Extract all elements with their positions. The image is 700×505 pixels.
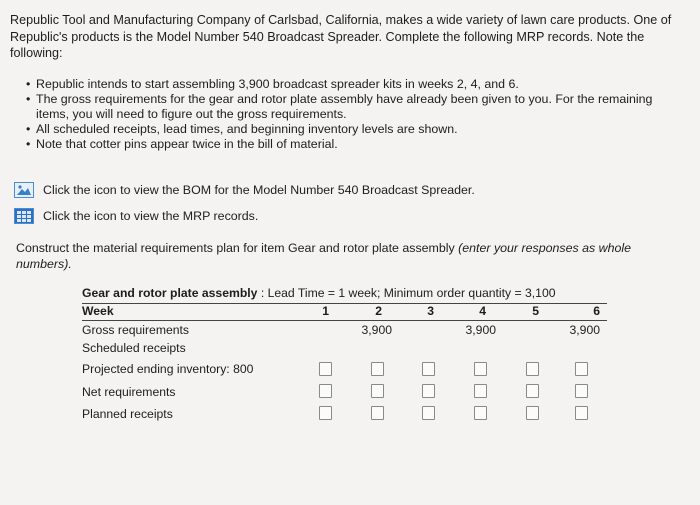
week-cell: 3 (427, 304, 434, 318)
projected-inventory-row (82, 360, 607, 378)
row-label: Scheduled receipts (82, 341, 186, 355)
week-cell: 2 (375, 304, 382, 318)
week-cell: 4 (479, 304, 486, 318)
instruction-item: • The gross requirements for the gear and rotor plate assembly have already been given to you. For the remaining items, you will need to figure out the gross requirements. (24, 92, 688, 122)
mrp-link[interactable] (14, 203, 475, 229)
resource-links (14, 177, 475, 229)
net-input[interactable] (575, 384, 588, 398)
projected-input[interactable] (526, 362, 539, 376)
item-name: Gear and rotor plate assembly (82, 286, 258, 300)
planned-input[interactable] (575, 406, 588, 420)
bom-link-text[interactable]: Click the icon to view the BOM for the Model Number 540 Broadcast Spreader. (43, 183, 475, 197)
net-requirements-row (82, 383, 607, 401)
gross-cell: 3,900 (569, 323, 600, 337)
projected-input[interactable] (575, 362, 588, 376)
instruction-item: • Note that cotter pins appear twice in the bill of material. (24, 137, 688, 152)
row-label: Net requirements (82, 385, 176, 399)
scheduled-receipts-row (82, 339, 607, 357)
week-cell: 6 (593, 304, 600, 318)
row-label: Projected ending inventory: 800 (82, 362, 254, 376)
gross-cell: 3,900 (465, 323, 496, 337)
projected-input[interactable] (371, 362, 384, 376)
task-note: (enter your responses as whole numbers). (16, 241, 632, 271)
net-input[interactable] (526, 384, 539, 398)
week-cell: 5 (532, 304, 539, 318)
instruction-item: • Republic intends to start assembling 3,900 broadcast spreader kits in weeks 2, 4, and 6. (24, 77, 688, 92)
table-icon[interactable] (14, 208, 34, 224)
planned-input[interactable] (474, 406, 487, 420)
task-text: Construct the material requirements plan for item Gear and rotor plate assembly (16, 241, 459, 255)
planned-input[interactable] (319, 406, 332, 420)
mrp-link-text[interactable]: Click the icon to view the MRP records. (43, 209, 259, 223)
projected-input[interactable] (319, 362, 332, 376)
week-cell: 1 (322, 304, 329, 318)
row-label: Gross requirements (82, 323, 190, 337)
projected-input[interactable] (422, 362, 435, 376)
gross-cell: 3,900 (361, 323, 392, 337)
item-params: : Lead Time = 1 week; Minimum order quantity = 3,100 (257, 286, 556, 300)
instruction-item: • All scheduled receipts, lead times, and beginning inventory levels are shown. (24, 122, 688, 137)
planned-input[interactable] (422, 406, 435, 420)
week-label: Week (82, 304, 114, 318)
net-input[interactable] (319, 384, 332, 398)
task-instruction (16, 240, 676, 272)
net-input[interactable] (474, 384, 487, 398)
net-input[interactable] (371, 384, 384, 398)
mrp-table (82, 285, 607, 421)
bom-link[interactable] (14, 177, 475, 203)
week-header-row (82, 303, 607, 321)
instructions-list (24, 77, 688, 152)
net-input[interactable] (422, 384, 435, 398)
planned-receipts-row (82, 405, 607, 423)
intro-paragraph: Republic Tool and Manufacturing Company of Carlsbad, California, makes a wide variety of lawn care products. One of Republic's products is the Model Number 540 Broadcast Spreader. Complete the following MRP records. Note the following: (10, 13, 672, 60)
image-icon[interactable] (14, 182, 34, 198)
row-label: Planned receipts (82, 407, 173, 421)
projected-input[interactable] (474, 362, 487, 376)
planned-input[interactable] (371, 406, 384, 420)
planned-input[interactable] (526, 406, 539, 420)
gross-requirements-row (82, 321, 607, 339)
table-title (82, 285, 607, 302)
